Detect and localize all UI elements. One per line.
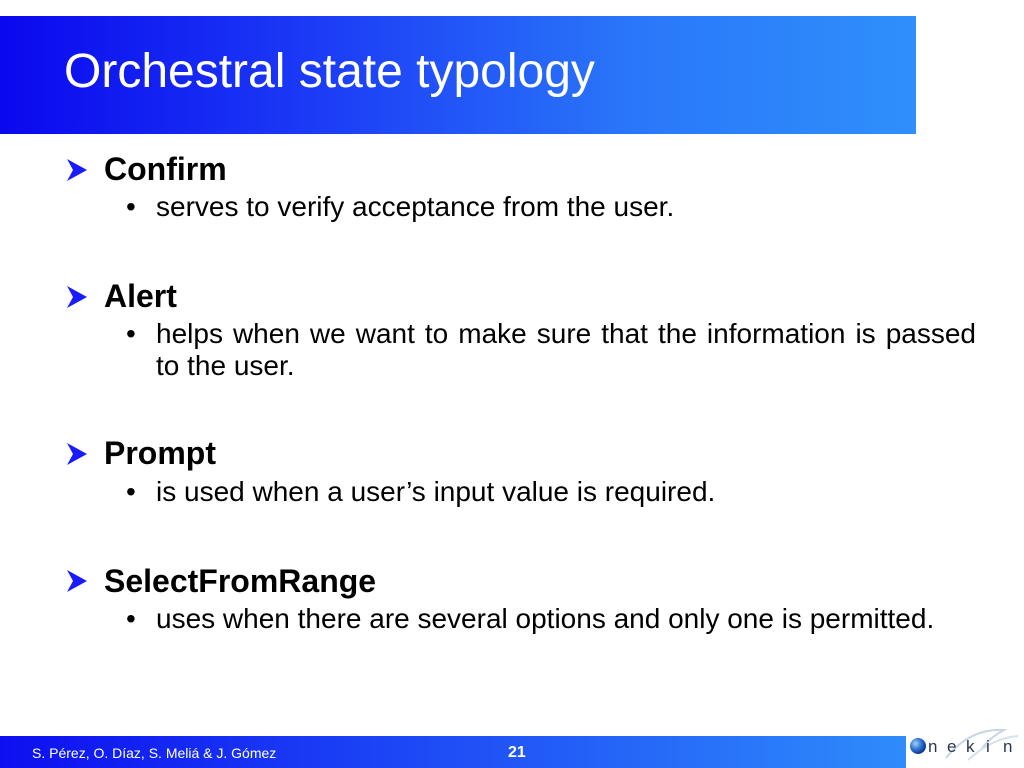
item-bullet xyxy=(126,191,976,223)
bullet-text: serves to verify acceptance from the user. xyxy=(156,191,675,223)
logo-letter: e xyxy=(947,737,957,756)
title-bar xyxy=(0,16,916,134)
bullet-text: uses when there are several options and only one is permitted. xyxy=(156,602,935,634)
slide-title: Orchestral state typology xyxy=(64,45,595,98)
item-heading xyxy=(64,279,976,314)
bullet-text: is used when a user’s input value is required. xyxy=(156,475,716,507)
item-alert xyxy=(64,279,976,382)
item-bullet xyxy=(126,603,976,635)
arrow-right-icon xyxy=(64,441,94,467)
item-prompt xyxy=(64,436,976,507)
item-heading xyxy=(64,436,976,471)
item-bullet xyxy=(126,476,976,508)
heading-text: Alert xyxy=(104,278,177,315)
logo-letter: k xyxy=(966,737,975,756)
arrow-right-icon xyxy=(64,284,94,310)
page-number: 21 xyxy=(508,744,526,761)
bullet-dot: • xyxy=(126,475,136,507)
onekin-logo xyxy=(908,724,1024,764)
bullet-dot: • xyxy=(126,191,136,223)
heading-text: Confirm xyxy=(104,151,227,187)
bullet-dot: • xyxy=(126,318,136,350)
footer-authors: S. Pérez, O. Díaz, S. Meliá & J. Gómez xyxy=(32,745,277,761)
item-heading xyxy=(64,152,976,187)
logo-letter: n xyxy=(1003,737,1013,756)
slide-content xyxy=(64,152,976,635)
logo-letter: i xyxy=(986,737,990,756)
item-confirm xyxy=(64,152,976,223)
heading-text: SelectFromRange xyxy=(104,562,377,599)
item-heading xyxy=(64,564,976,599)
bullet-dot: • xyxy=(126,602,136,634)
item-selectfromrange xyxy=(64,564,976,635)
item-bullet xyxy=(126,318,976,382)
heading-text: Prompt xyxy=(104,435,216,472)
bullet-text: helps when we want to make sure that the information is passed to the user. xyxy=(156,318,976,382)
arrow-right-icon xyxy=(64,157,94,183)
arrow-right-icon xyxy=(64,568,94,594)
logo-letter: n xyxy=(928,737,938,756)
